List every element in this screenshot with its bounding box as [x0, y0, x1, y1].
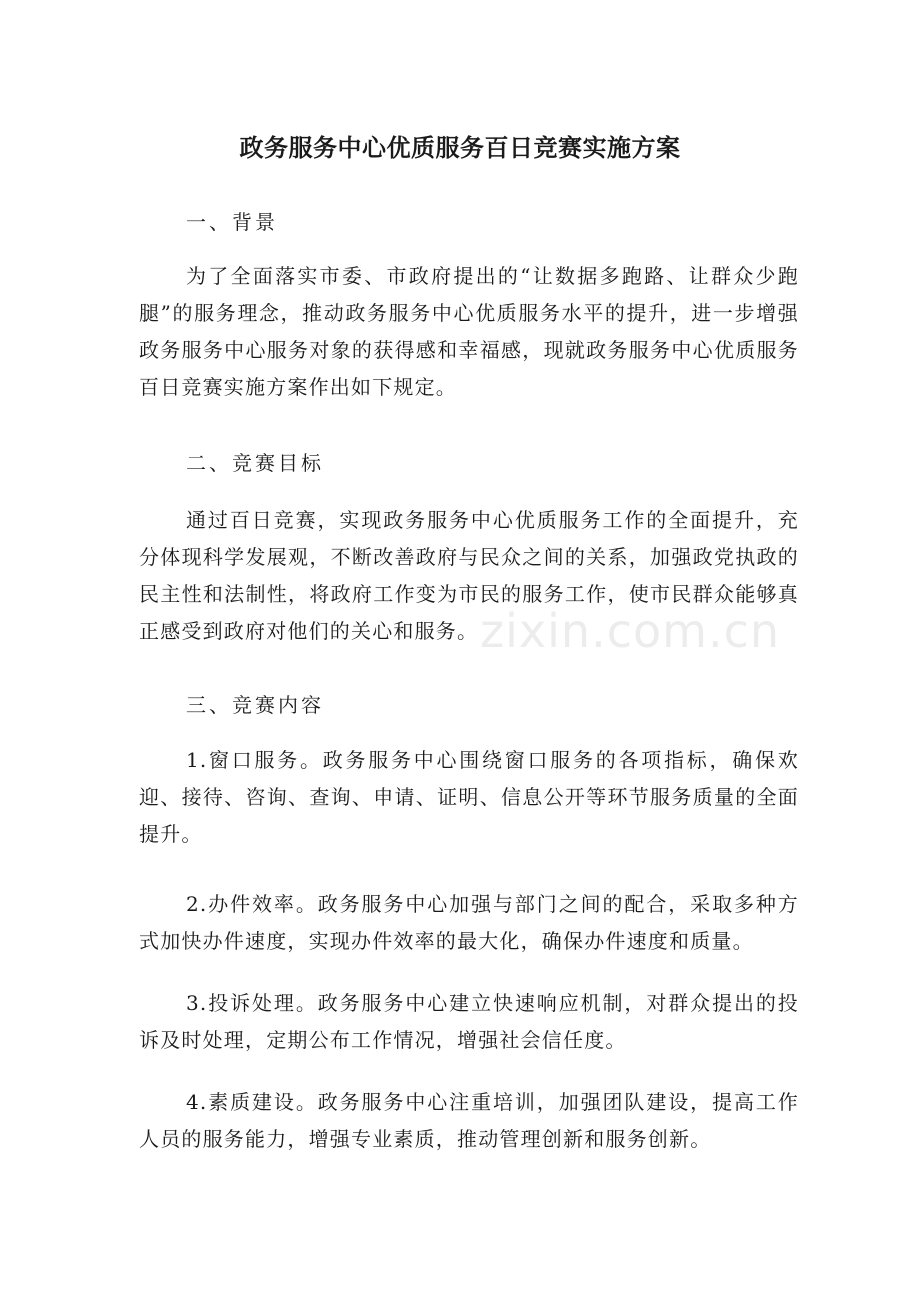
- section-heading-content: 三、竞赛内容: [186, 693, 324, 717]
- paragraph-background: 为了全面落实市委、市政府提出的“让数据多跑路、让群众少跑腿”的服务理念，推动政务服务中心优质服务水平的提升，进一步增强政务服务中心服务对象的获得感和幸福感，现就政务服务中心优质服务百日竞赛实施方案作出如下规定。: [139, 264, 799, 399]
- paragraph-quality: 4.素质建设。政务服务中心注重培训，加强团队建设，提高工作人员的服务能力，增强专业素质，推动管理创新和服务创新。: [139, 1090, 799, 1151]
- section-heading-goals: 二、竞赛目标: [186, 451, 324, 475]
- paragraph-goals: 通过百日竞赛，实现政务服务中心优质服务工作的全面提升，充分体现科学发展观，不断改善政府与民众之间的关系，加强政党执政的民主性和法制性，将政府工作变为市民的服务工作，使市民群众能够真正感受到政府对他们的关心和服务。: [139, 508, 799, 643]
- document-title: 政务服务中心优质服务百日竞赛实施方案: [239, 134, 681, 162]
- paragraph-window-service: 1.窗口服务。政务服务中心围绕窗口服务的各项指标，确保欢迎、接待、咨询、查询、申请、证明、信息公开等环节服务质量的全面提升。: [139, 748, 799, 846]
- paragraph-efficiency: 2.办件效率。政务服务中心加强与部门之间的配合，采取多种方式加快办件速度，实现办件效率的最大化，确保办件速度和质量。: [139, 892, 799, 953]
- paragraph-complaints: 3.投诉处理。政务服务中心建立快速响应机制，对群众提出的投诉及时处理，定期公布工作情况，增强社会信任度。: [139, 991, 799, 1052]
- watermark: zixin.com.cn: [480, 604, 781, 658]
- section-heading-background: 一、背景: [186, 210, 278, 234]
